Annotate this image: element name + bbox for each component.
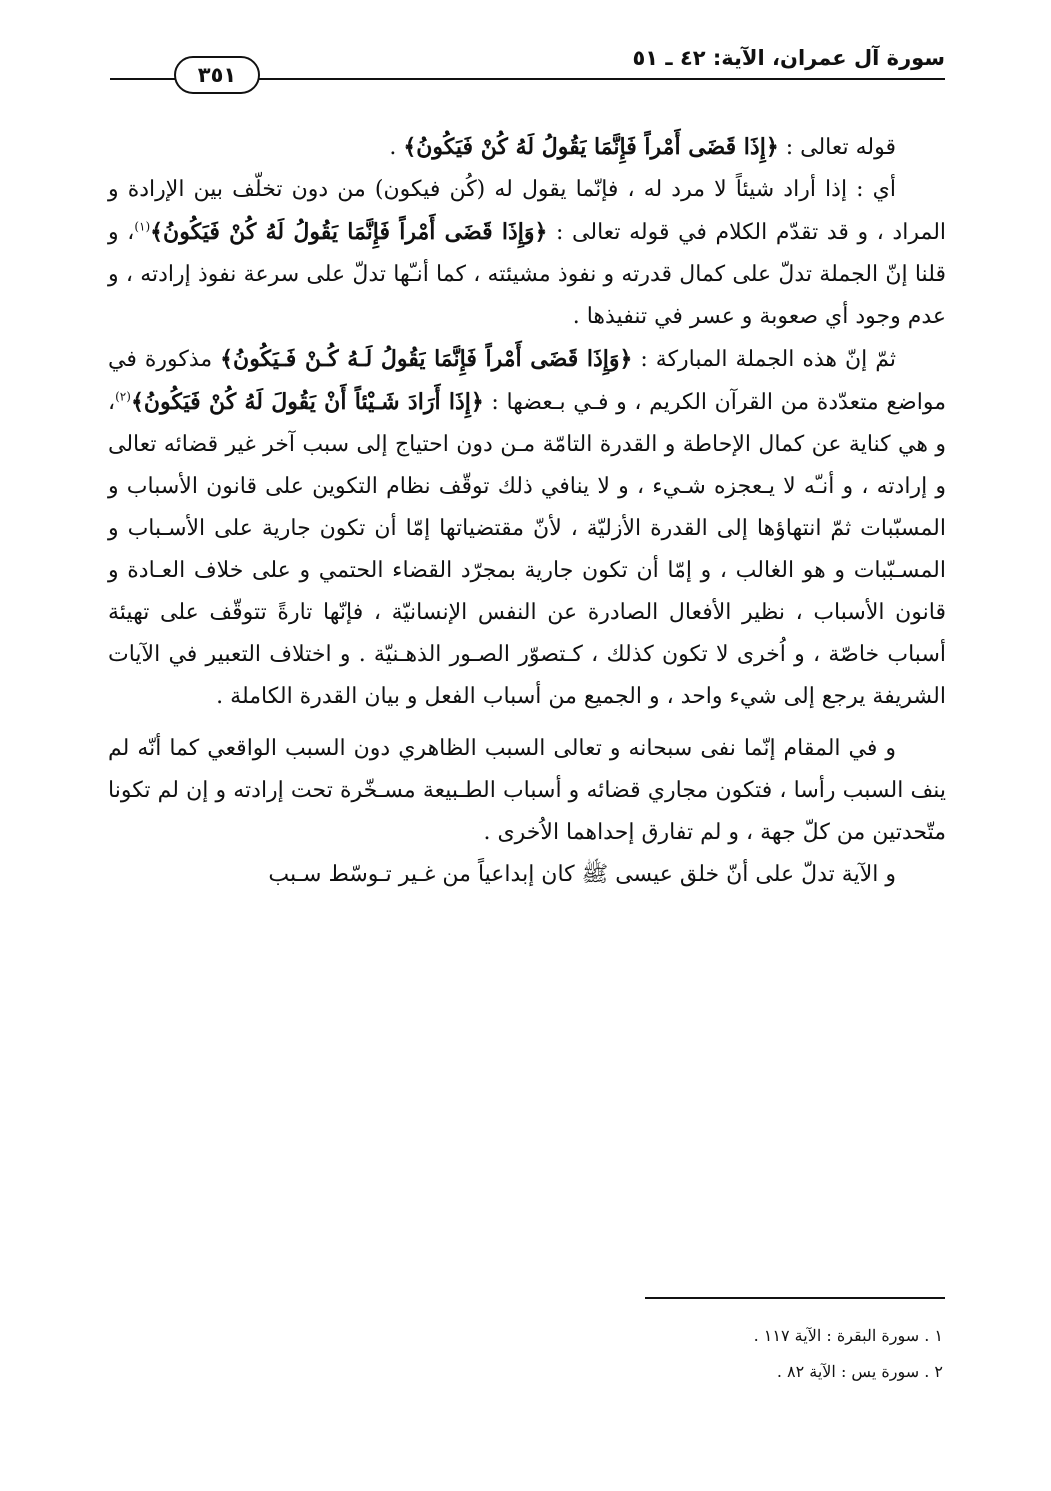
- p3-text-c: ، و هي كناية عن كمال الإحاطة و القدرة التامّة مـن دون احتياج إلى سبب آخر غير قضائه تعالى و إرادته ، و أنـّه لا يـعجزه شـيء ، و لا ينافي ذلك توقّف نظام التكوين على قانون الأسباب و المسبّبات ثمّ انتهاؤها إلى القدرة الأزليّة ، لأنّ مقتضياتها إمّا أن تكون جارية على الأسـباب و المسـبّبات و هو الغالب ، و إمّا أن تكون جارية بمجرّد القضاء الحتمي و على خلاف العـادة و قانون الأسباب ، نظير الأفعال الصادرة عن النفس الإنسانيّة ، فإنّها تارةً تتوقّف على تهيئة أسباب خاصّة ، و اُخرى لا تكون كذلك ، كـتصوّر الصـور الذهـنيّة . و اختلاف التعبير في الآيات الشريفة يرجع إلى شيء واحد ، و الجميع من أسباب الفعل و بيان القدرة الكاملة .: [108, 390, 946, 709]
- paragraph-4: و في المقام إنّما نفى سبحانه و تعالى السبب الظاهري دون السبب الواقعي كما أنّه لم ينف السبب رأسا ، فتكون مجاري قضائه و أسباب الطـبيعة مسـخّرة تحت إرادته و إن لم تكونا متّحدتين من كلّ جهة ، و لم تفارق إحداهما الاُخرى .: [108, 736, 946, 845]
- quran-verse: ﴿وَإِذَا قَضَى أَمْراً فَإِنَّمَا يَقُولُ لَهُ كُنْ فَيَكُونُ﴾: [150, 219, 548, 245]
- paragraph-3: [108, 338, 946, 718]
- paragraph-1: [108, 126, 946, 169]
- footnote-2: ٢ . سورة يس : الآية ٨٢ .: [776, 1362, 943, 1381]
- footnotes: [443, 1318, 943, 1390]
- p2-text-a: أي : إذا أراد شيئاً لا مرد له ، فإنّما يقول له (كُن فيكون) من دون تخلّف بين الإرادة و المراد ، و قد تقدّم الكلام في قوله تعالى :: [108, 177, 947, 245]
- page-header: [110, 42, 945, 87]
- p2-text-b: ، و قلنا إنّ الجملة تدلّ على كمال قدرته و نفوذ مشيئته ، كما أنـّها تدلّ على سرعة نفوذ إرادته ، و عدم وجود أي صعوبة و عسر في تنفيذها .: [108, 220, 946, 329]
- quran-verse: ﴿إِذَا قَضَى أَمْراً فَإِنَّمَا يَقُولُ لَهُ كُنْ فَيَكُونُ﴾: [403, 134, 779, 160]
- footnote-ref-1: (١): [134, 219, 151, 234]
- p1-end: .: [389, 135, 404, 160]
- paragraph-2: [108, 169, 946, 338]
- footnote-1: ١ . سورة البقرة : الآية ١١٧ .: [753, 1326, 943, 1345]
- footnote-rule: [645, 1297, 945, 1299]
- footnote-ref-2: (٢): [115, 389, 131, 404]
- p1-intro: قوله تعالى :: [778, 135, 896, 160]
- running-title: سورة آل عمران، الآية: ٤٢ ـ ٥١: [632, 46, 945, 70]
- page-number: ٣٥١: [174, 56, 260, 94]
- paragraph-5: و الآية تدلّ على أنّ خلق عيسى ﷺ كان إبداعياً من غـير تـوسّط سـبب: [268, 862, 896, 887]
- quran-verse: ﴿إِذَا أَرَادَ شَـيْئاً أَنْ يَقُولَ لَهُ كُنْ فَيَكُونُ﴾: [130, 389, 484, 415]
- p3-text-a: ثمّ إنّ هذه الجملة المباركة :: [632, 347, 896, 372]
- p3-text-b: مذكورة في مواضع متعدّدة من القرآن الكريم ، و فـي بـعضها :: [108, 347, 946, 415]
- main-text: [108, 126, 946, 896]
- quran-verse: ﴿وَإِذَا قَضَى أَمْراً فَإِنَّمَا يَقُولُ لَـهُ كُـنْ فَـيَكُونُ﴾: [220, 346, 633, 372]
